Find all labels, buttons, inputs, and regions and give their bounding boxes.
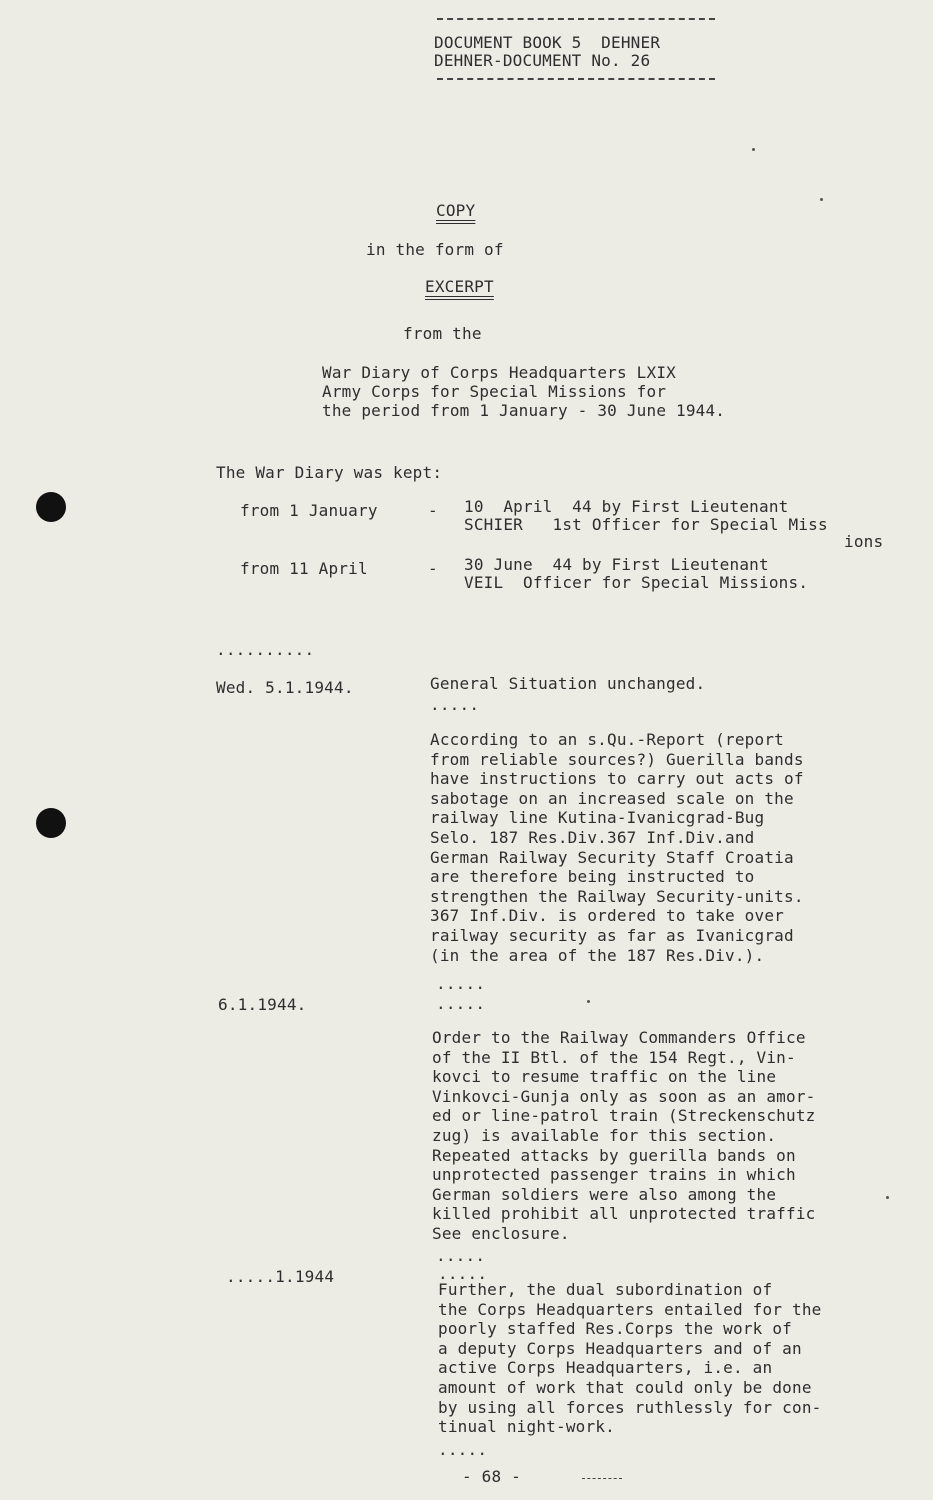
entry-3-dots-before: ..... xyxy=(438,1264,488,1283)
speck xyxy=(587,1000,590,1003)
entry-2-dots-after: ..... xyxy=(436,1246,486,1265)
entry-3-dots-after: ..... xyxy=(438,1440,488,1459)
kept-entry-1-dash: - xyxy=(428,501,438,520)
entry-1-heading: General Situation unchanged. xyxy=(430,674,706,693)
entry-2-date: 6.1.1944. xyxy=(218,995,307,1014)
kept-entry-2-line-1: 30 June 44 by First Lieutenant xyxy=(464,555,769,574)
entry-2-text: Order to the Railway Commanders Office of the II Btl. of the 154 Regt., Vin- kovci to resume traffic on the line Vinkovci-Gunja only as soon as an amor- ed or line-patrol train (Streckenschutz zug) is available for this section. Repeated attacks by guerilla bands on unprotected passenger trains in which German soldiers were also among the killed prohibit all unprotected traffic See enclosure. xyxy=(432,1028,816,1243)
kept-intro: The War Diary was kept: xyxy=(216,463,443,482)
entry-2-dots-before: ..... xyxy=(436,994,486,1013)
header-rule-top xyxy=(437,18,715,20)
section-separator: .......... xyxy=(216,640,315,659)
entry-1-dots-after: ..... xyxy=(436,974,486,993)
speck xyxy=(752,148,755,151)
excerpt-heading: EXCERPT xyxy=(425,277,494,296)
header-rule-bottom xyxy=(437,78,715,80)
entry-1-date: Wed. 5.1.1944. xyxy=(216,678,354,697)
entry-3-text: Further, the dual subordination of the Corps Headquarters entailed for the poorly staffed Res.Corps the work of a deputy Corps Headquarters and of an active Corps Headquarters, i.e. an amount of work that could only be done by using all forces ruthlessly for con- tinual night-work. xyxy=(438,1280,822,1437)
footer-mark xyxy=(582,1478,622,1479)
header-line-1: DOCUMENT BOOK 5 DEHNER xyxy=(434,33,661,52)
header-line-2: DEHNER-DOCUMENT No. 26 xyxy=(434,51,651,70)
copy-heading: COPY xyxy=(436,201,476,220)
speck xyxy=(820,198,823,201)
kept-entry-1-line-1: 10 April 44 by First Lieutenant xyxy=(464,497,789,516)
speck xyxy=(886,1196,889,1199)
entry-1-text: According to an s.Qu.-Report (report from reliable sources?) Guerilla bands have instructions to carry out acts of sabotage on an increased scale on the railway line Kutina-Ivanicgrad-Bug Selo. 187 Res.Div.367 Inf.Div.and German Railway Security Staff Croatia are therefore being instructed to strengthen the Railway Security-units. 367 Inf.Div. is ordered to take over railway security as far as Ivanicgrad (in the area of the 187 Res.Div.). xyxy=(430,730,804,965)
entry-3-date: .....1.1944 xyxy=(226,1267,335,1286)
diary-title-line-1: War Diary of Corps Headquarters LXIX xyxy=(322,363,676,382)
page-number: - 68 - xyxy=(462,1467,521,1486)
kept-entry-1-line-2: SCHIER 1st Officer for Special Miss xyxy=(464,515,828,534)
kept-entry-1-line-3: ions xyxy=(844,532,884,551)
diary-title-line-3: the period from 1 January - 30 June 1944. xyxy=(322,401,726,420)
diary-title-line-2: Army Corps for Special Missions for xyxy=(322,382,667,401)
kept-entry-2-from: from 11 April xyxy=(240,559,368,578)
entry-1-dots-before: ..... xyxy=(430,695,480,714)
kept-entry-2-dash: - xyxy=(428,559,438,578)
form-of-text: in the form of xyxy=(366,240,504,259)
punch-hole-top xyxy=(36,492,66,522)
kept-entry-2-line-2: VEIL Officer for Special Missions. xyxy=(464,573,809,592)
kept-entry-1-from: from 1 January xyxy=(240,501,378,520)
punch-hole-bottom xyxy=(36,808,66,838)
from-the-text: from the xyxy=(403,324,482,343)
